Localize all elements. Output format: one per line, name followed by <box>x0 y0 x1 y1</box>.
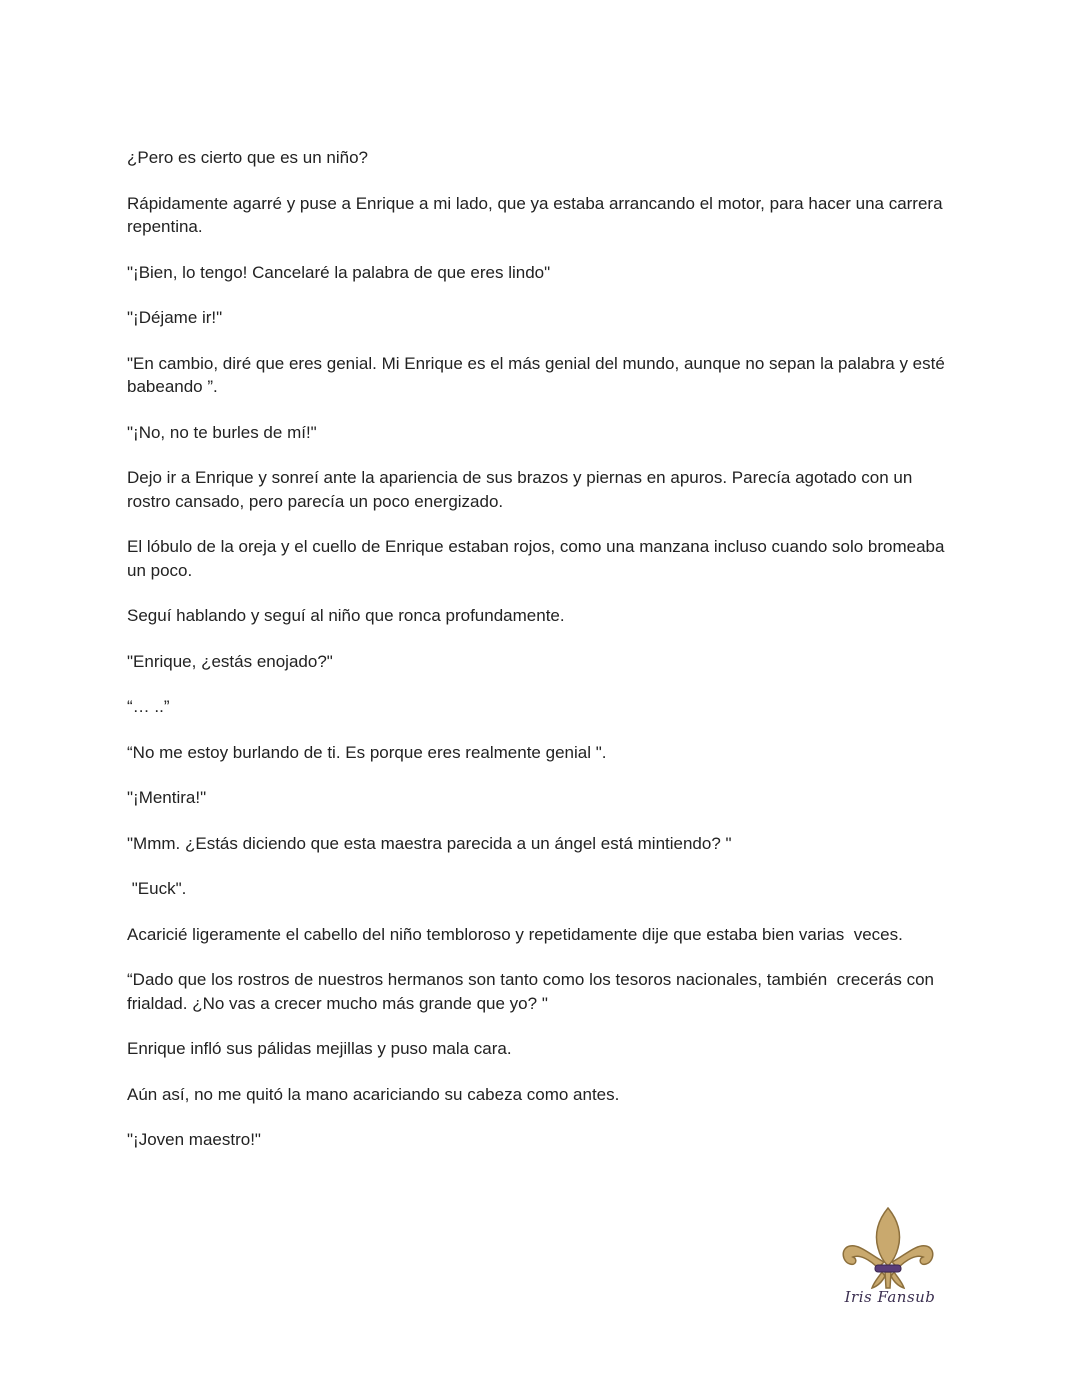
fleur-de-lis-icon <box>838 1204 938 1292</box>
paragraph: ¿Pero es cierto que es un niño? <box>127 148 368 167</box>
paragraph: Dejo ir a Enrique y sonreí ante la apariencia de sus brazos y piernas en apuros. Parecía agotado con un rostro cansado, pero parecía un poco energizado. <box>127 468 918 511</box>
paragraph: Rápidamente agarré y puse a Enrique a mi lado, que ya estaba arrancando el motor, para hacer una carrera repentina. <box>127 193 948 236</box>
paragraph: "Mmm. ¿Estás diciendo que esta maestra parecida a un ángel está mintiendo? " <box>127 833 732 853</box>
paragraph: "En cambio, diré que eres genial. Mi Enrique es el más genial del mundo, aunque no sepan la palabra y esté babeando ”. <box>127 353 950 396</box>
paragraph: “… ..” <box>127 697 170 716</box>
paragraph: “No me estoy burlando de ti. Es porque eres realmente genial ". <box>127 742 607 762</box>
paragraph: "¡Bien, lo tengo! Cancelaré la palabra de que eres lindo" <box>127 262 551 282</box>
paragraph: "Enrique, ¿estás enojado?" <box>127 651 333 671</box>
paragraph: "¡Mentira!" <box>127 788 207 807</box>
paragraph: Acaricié ligeramente el cabello del niño tembloroso y repetidamente dije que estaba bien varias veces. <box>127 924 903 944</box>
document-body <box>127 146 957 1174</box>
paragraph: "¡No, no te burles de mí!" <box>127 422 317 442</box>
paragraph: El lóbulo de la oreja y el cuello de Enrique estaban rojos, como una manzana incluso cuando solo bromeaba un poco. <box>127 537 950 580</box>
paragraph: Seguí hablando y seguí al niño que ronca profundamente. <box>127 606 565 625</box>
paragraph: Aún así, no me quitó la mano acariciando su cabeza como antes. <box>127 1084 620 1104</box>
watermark-text: Iris Fansub <box>844 1288 936 1306</box>
paragraph: "¡Déjame ir!" <box>127 308 223 327</box>
paragraph: "Euck". <box>127 879 187 898</box>
watermark-logo <box>838 1204 942 1314</box>
paragraph: “Dado que los rostros de nuestros hermanos son tanto como los tesoros nacionales, también crecerás con frialdad. ¿No vas a crecer mucho más grande que yo? " <box>127 970 939 1013</box>
paragraph: Enrique infló sus pálidas mejillas y puso mala cara. <box>127 1039 512 1058</box>
paragraph: "¡Joven maestro!" <box>127 1130 261 1149</box>
